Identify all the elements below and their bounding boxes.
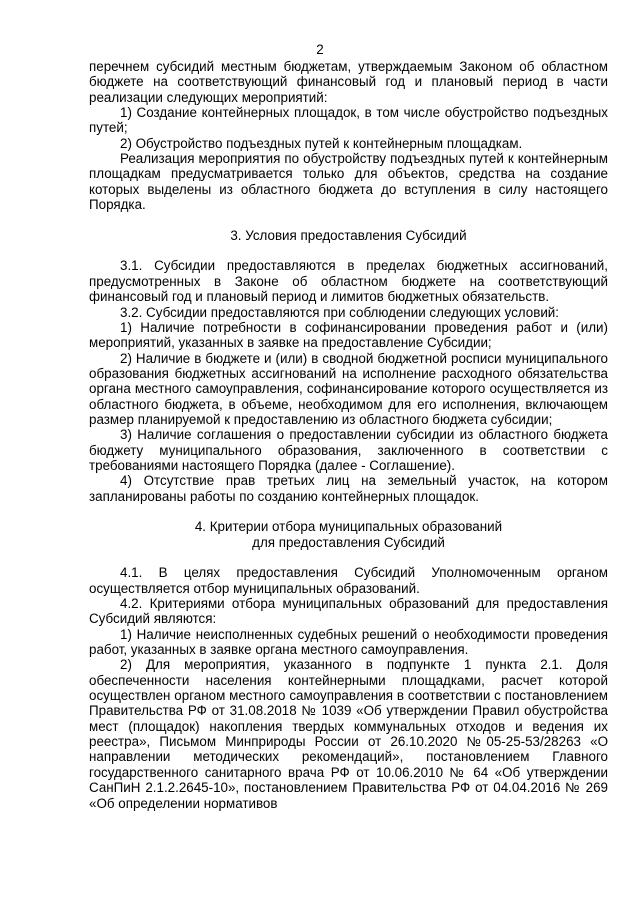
paragraph: 1) Наличие неисполненных судебных решений о необходимости проведения работ, указанных в заявке органа местного самоуправления. bbox=[89, 626, 608, 658]
paragraph: 2) Наличие в бюджете и (или) в сводной бюджетной росписи муниципального образования бюджетных ассигнований на исполнение расходного обязательства органа местного самоуправления, софинансирование которого осуществляется из областного бюджета, в объеме, необходимом для его исполнения, включающем размер планируемой к предоставлению из областного бюджета субсидии; bbox=[89, 350, 608, 427]
spacer bbox=[89, 550, 608, 565]
section-heading bbox=[89, 228, 608, 243]
document-body bbox=[89, 59, 608, 811]
paragraph: 4) Отсутствие прав третьих лиц на земельный участок, на котором запланированы работы по созданию контейнерных площадок. bbox=[89, 473, 608, 504]
section-heading-line: 4. Критерии отбора муниципальных образований bbox=[194, 519, 503, 535]
spacer bbox=[89, 504, 608, 519]
paragraph: 4.1. В целях предоставления Субсидий Уполномоченным органом осуществляется отбор муниципальных образований. bbox=[89, 565, 608, 596]
paragraph: 2) Для мероприятия, указанного в подпункте 1 пункта 2.1. Доля обеспеченности населения контейнерными площадками, расчет которой осуществлен органом местного самоуправления в соответствии с постановлением Правительства РФ от 31.08.2018 № 1039 «Об утверждении Правил обустройства мест (площадок) накопления твердых коммунальных отходов и ведения их реестра», Письмом Минприроды России от 26.10.2020 №05-25-53/28263 «О направлении методических рекомендаций», постановлением Главного государственного санитарного врача РФ от 10.06.2010 № 64 «Об утверждении СанПиН 2.1.2.2645-10», постановлением Правительства РФ от 04.04.2016 № 269 «Об определении нормативов bbox=[89, 657, 608, 811]
section-heading-line: 3. Условия предоставления Субсидий bbox=[230, 227, 467, 243]
paragraph: 3.1. Субсидии предоставляются в пределах бюджетных ассигнований, предусмотренных в Законе об областном бюджете на соответствующий финансовый год и плановый период и лимитов бюджетных обязательств. bbox=[89, 258, 608, 305]
paragraph: перечнем субсидий местным бюджетам, утверждаемым Законом об областном бюджете на соответствующий финансовый год и плановый период в части реализации следующих мероприятий: bbox=[89, 59, 608, 105]
paragraph: 1) Наличие потребности в софинансировании проведения работ и (или) мероприятий, указанных в заявке на предоставление Субсидии; bbox=[89, 319, 608, 351]
paragraph: 3) Наличие соглашения о предоставлении субсидии из областного бюджета бюджету муниципального образования, заключенного в соответствии с требованиями настоящего Порядка (далее - Соглашение). bbox=[89, 427, 608, 473]
paragraph: 1) Создание контейнерных площадок, в том числе обустройство подъездных путей; bbox=[89, 105, 608, 136]
section-heading-line: для предоставления Субсидий bbox=[252, 534, 445, 550]
paragraph: 2) Обустройство подъездных путей к контейнерным площадкам. bbox=[120, 135, 523, 151]
paragraph: 4.2. Критериями отбора муниципальных образований для предоставления Субсидий являются: bbox=[89, 596, 608, 627]
paragraph: Реализация мероприятия по обустройству подъездных путей к контейнерным площадкам предусматривается только для объектов, средства на создание которых выделены из областного бюджета до вступления в силу настоящего Порядка. bbox=[89, 151, 608, 213]
paragraph: 3.2. Субсидии предоставляются при соблюдении следующих условий: bbox=[120, 304, 559, 320]
spacer bbox=[89, 243, 608, 258]
page-number: 2 bbox=[316, 42, 324, 57]
section-heading bbox=[89, 519, 608, 550]
spacer bbox=[89, 212, 608, 227]
